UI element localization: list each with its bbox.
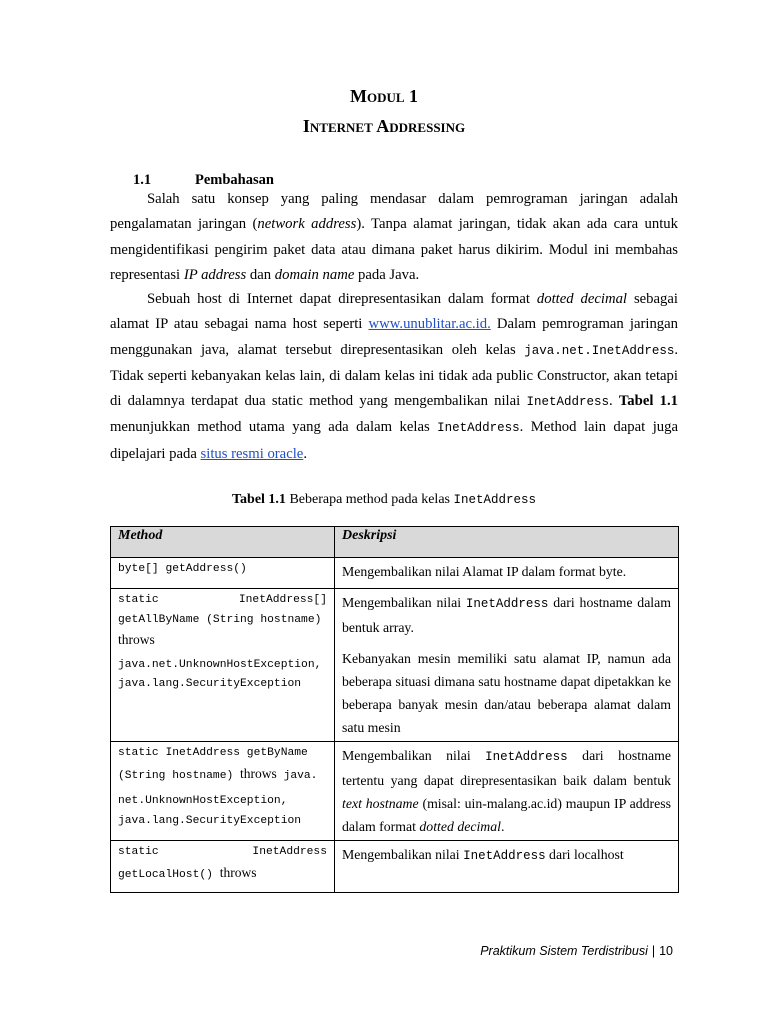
code-line: InetAddress [252,846,327,858]
header-method: Method [111,527,335,558]
code-line: static [118,846,159,858]
unublitar-link[interactable]: www.unublitar.ac.id. [368,316,491,333]
term-text-hostname: text hostname [342,796,419,811]
text: . [303,445,307,462]
caption-code: InetAddress [453,493,536,507]
code-line: getAllByName (String hostname) [118,613,322,626]
description-cell [335,589,679,742]
code-line: getLocalHost() [118,868,213,881]
code-line: throws [219,864,257,880]
caption-text: Beberapa method pada kelas [285,492,454,507]
code-line: InetAddress[] [238,594,327,606]
code-inetaddress: InetAddress [526,395,609,410]
code-line: java.lang.SecurityException [118,814,302,827]
methods-table [110,526,679,893]
method-cell [111,589,335,742]
footer-title: Praktikum Sistem Terdistribusi [480,944,648,958]
module-subtitle: Internet Addressing [302,116,466,136]
code-inetaddress: InetAddress [463,849,546,863]
code-inetaddress: InetAddress [485,750,568,764]
module-title: Modul 1 [349,86,419,106]
text: sebagai alamat IP atau sebagai nama host seperti [110,291,678,333]
code-inetaddress: InetAddress [465,597,549,611]
description-cell: Mengembalikan nilai Alamat IP dalam format byte. [335,558,679,589]
table-row [111,589,679,742]
table-header-row [111,527,679,558]
code-line: java. [283,769,318,782]
method-cell [111,742,335,841]
paragraph-intro [110,187,678,288]
text: Salah satu konsep yang paling mendasar dalam pemrograman jaringan adalah pengalamatan jaringan ( [110,191,678,233]
caption-label: Tabel 1.1 [231,492,286,507]
code-inetaddress-class: java.net.InetAddress [524,343,675,358]
table-row [111,742,679,841]
section-title: Pembahasan [195,172,274,188]
header-deskripsi: Deskripsi [335,527,679,558]
section-number: 1.1 [133,172,152,188]
code-inetaddress: InetAddress [437,421,520,436]
term-network-address: network address [257,216,357,233]
term-dotted-decimal: dotted decimal [419,819,501,834]
text: dari hostname dalam bentuk array. [342,595,672,635]
table-reference: Tabel 1.1 [618,393,678,410]
method-cell [111,841,335,893]
description-note: Kebanyakan mesin memiliki satu alamat IP, namun ada beberapa situasi dimana satu hostname dapat dipetakkan ke beberapa banyak mesin dan/atau beberapa alamat dalam satu mesin [342,651,671,735]
term-domain-name: domain name [274,266,355,283]
text: Mengembalikan nilai [342,847,464,862]
code-line: throws [240,765,277,781]
text: Dalam pemrograman jaringan menggunakan java, alamat tersebut direpresentasikan oleh kelas [110,316,678,358]
description-cell [335,742,679,841]
text: dari localhost [545,847,624,862]
text: (misal: uin-malang.ac.id) maupun IP address dalam format [342,796,672,834]
text: . [608,393,619,410]
text: Sebuah host di Internet dapat direpresentasikan dalam format [147,291,537,307]
page-footer [480,944,673,958]
page-number: 10 [659,944,673,958]
footer-separator: | [651,944,656,958]
code-line: throws [118,632,155,647]
term-ip-address: IP address [183,266,247,283]
method-cell: byte[] getAddress() [111,558,335,589]
text: pada Java. [354,266,420,283]
table-row [111,841,679,893]
oracle-link[interactable]: situs resmi oracle [200,445,304,462]
text: dan [246,266,275,283]
text: ). Tanpa alamat jaringan, tidak akan ada cara untuk mengidentifikasi pengirim paket data atau dimana paket harus dikirim. Modul ini membahas representasi [110,216,678,283]
text: Mengembalikan nilai [342,595,466,610]
term-dotted-decimal: dotted decimal [536,291,628,307]
code-line: static [118,594,159,606]
text: Mengembalikan nilai [342,748,486,763]
table-row [111,558,679,589]
code-line: (String hostname) [118,769,234,782]
text: . Tidak seperti kebanyakan kelas lain, di dalam kelas ini tidak ada public Constructor, akan tetapi di dalamnya terdapat dua static method yang mengembalikan nilai [110,341,678,410]
text: . [501,819,505,834]
text: menunjukkan method utama yang ada dalam kelas [110,419,438,436]
text: dari hostname tertentu yang dapat direpresentasikan baik dalam bentuk [342,748,671,788]
code-line: net.UnknownHostException, [118,795,288,807]
table-caption [0,492,768,508]
code-line: java.lang.SecurityException [118,678,302,690]
paragraph-host [110,287,678,467]
description-cell [335,841,679,893]
code-line: static InetAddress getByName [118,747,308,759]
code-line: java.net.UnknownHostException, [118,658,322,671]
text: . Method lain dapat juga dipelajari pada [110,419,678,462]
